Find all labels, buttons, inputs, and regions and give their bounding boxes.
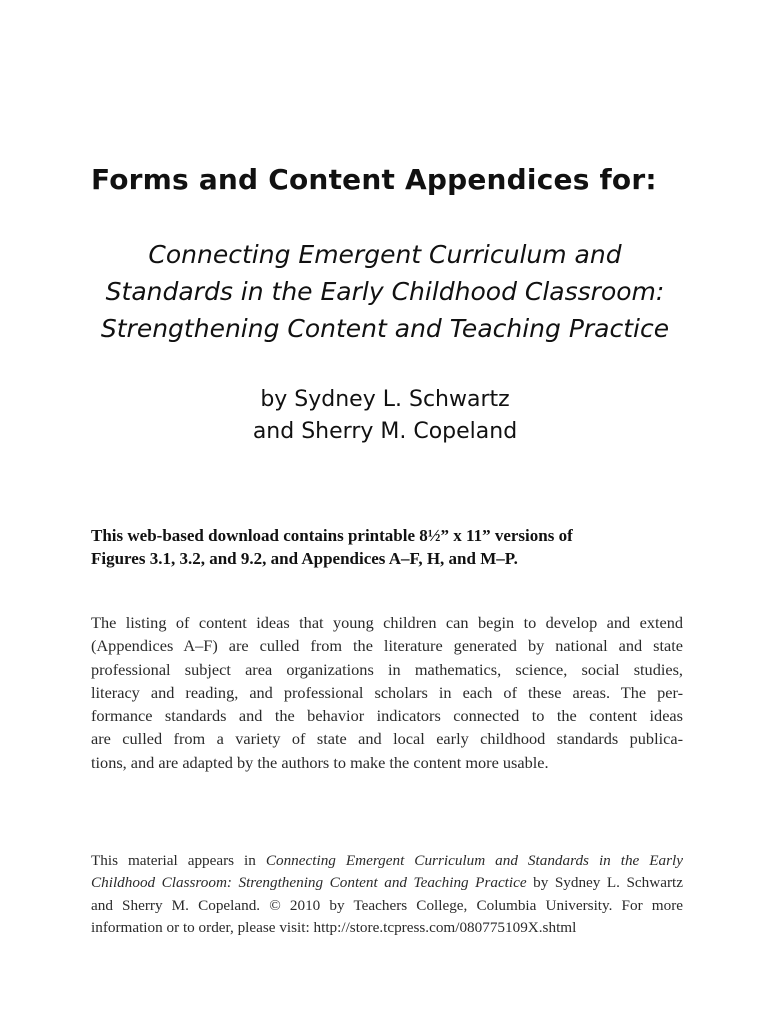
paragraph-line: professional subject area organizations in mathematics, science, social studies, xyxy=(91,659,683,679)
book-title xyxy=(60,236,710,347)
copyright-line xyxy=(91,872,683,894)
paragraph-line: formance standards and the behavior indicators connected to the content ideas xyxy=(91,706,683,726)
copyright-line xyxy=(91,850,683,872)
author-line: by Sydney L. Schwartz xyxy=(260,387,510,412)
download-note xyxy=(91,524,691,570)
download-note-line: This web-based download contains printable 8½” x 11” versions of xyxy=(91,526,573,545)
copyright-authors: by Sydney L. Schwartz xyxy=(526,874,683,892)
book-title-line: Strengthening Content and Teaching Practice xyxy=(100,314,670,343)
copyright-line: information or to order, please visit: http://store.tcpress.com/080775109X.shtml xyxy=(91,919,577,937)
paragraph-line: literacy and reading, and professional scholars in each of these areas. The per- xyxy=(91,682,683,702)
page-heading: Forms and Content Appendices for: xyxy=(91,163,657,196)
description-paragraph xyxy=(91,611,683,774)
paragraph-line: (Appendices A–F) are culled from the literature generated by national and state xyxy=(91,636,683,656)
book-title-citation: Connecting Emergent Curriculum and Standards in the Early xyxy=(265,852,683,869)
copyright-line: and Sherry M. Copeland. © 2010 by Teachers College, Columbia University. For more xyxy=(91,896,683,914)
download-note-line: Figures 3.1, 3.2, and 9.2, and Appendices A–F, H, and M–P. xyxy=(91,549,518,568)
copyright-prefix: This material appears in xyxy=(91,852,266,869)
author-line: and Sherry M. Copeland xyxy=(252,419,518,444)
paragraph-line: tions, and are adapted by the authors to make the content more usable. xyxy=(91,752,549,772)
book-title-line: Standards in the Early Childhood Classroom: xyxy=(105,277,665,306)
book-title-line: Connecting Emergent Curriculum and xyxy=(148,240,622,269)
paragraph-line: The listing of content ideas that young children can begin to develop and extend xyxy=(91,613,683,632)
paragraph-line: are culled from a variety of state and local early childhood standards publica- xyxy=(91,729,683,749)
book-title-citation: Childhood Classroom: Strengthening Content and Teaching Practice xyxy=(91,874,527,892)
copyright-notice xyxy=(91,850,683,940)
authors-block xyxy=(60,384,710,448)
